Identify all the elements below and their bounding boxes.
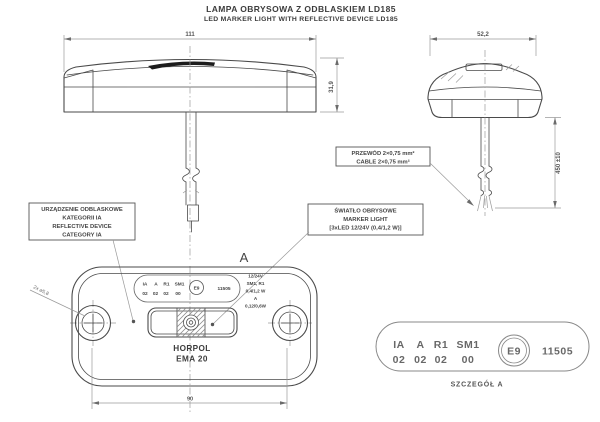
- marking-02a: 02: [142, 292, 148, 297]
- detail-r1: R1: [433, 339, 449, 351]
- hole-cross-right: [281, 314, 299, 332]
- dim-arrow: [553, 118, 557, 125]
- marking-ia: IA: [142, 282, 148, 288]
- detail-caption: SZCZEGÓŁ A: [450, 381, 504, 389]
- marking-a: A: [154, 282, 158, 288]
- hole-note: 2x ⌀5,8: [32, 284, 50, 298]
- detail-approval-number: 11505: [541, 345, 574, 358]
- dim-arrow: [335, 58, 339, 65]
- dim-arrow: [553, 201, 557, 208]
- cable-front: [186, 112, 196, 168]
- dim-arrow: [309, 37, 316, 41]
- detail-sm1: SM1: [456, 339, 480, 351]
- detail-a-col: A: [416, 339, 425, 351]
- led-lens-ring: [184, 315, 199, 330]
- marking-00: 00: [175, 292, 181, 297]
- detail-ia: IA: [393, 339, 405, 351]
- detail-a: [376, 322, 589, 389]
- dim-hole-spacing: 90: [186, 396, 194, 403]
- reflective-pl1: URZĄDZENIE ODBLASKOWE: [41, 207, 123, 213]
- dim-arrow: [280, 401, 287, 405]
- dim-arrow: [64, 37, 71, 41]
- marker-pl: ŚWIATŁO OBRYSOWE: [334, 208, 397, 215]
- rating-a: A: [253, 296, 258, 301]
- title-block: [204, 4, 398, 23]
- title-line-pl: LAMPA OBRYSOWA Z ODBLASKIEM LD185: [206, 4, 396, 14]
- reflective-en1: REFLECTIVE DEVICE: [52, 224, 112, 230]
- dim-front-width: 111: [185, 32, 195, 38]
- detail-02b: 02: [414, 354, 427, 366]
- e-mark: E9: [193, 286, 200, 292]
- cable-front-lower: [186, 182, 196, 205]
- marker-en: MARKER LIGHT: [343, 217, 388, 223]
- title-line-en: LED MARKER LIGHT WITH REFLECTIVE DEVICE LD185: [203, 16, 399, 23]
- detail-00: 00: [461, 354, 475, 366]
- rating-class: SM1, R1: [246, 281, 265, 286]
- detail-02c: 02: [434, 354, 448, 366]
- leader-dot: [211, 323, 214, 326]
- hole-note-leader: [30, 290, 85, 316]
- cable-crimp-marks: [183, 190, 199, 193]
- hole-cross-left: [84, 314, 102, 332]
- marking-r1: R1: [163, 282, 170, 288]
- approval-number: 11505: [217, 287, 231, 292]
- dim-cable-length: 450 ±10: [556, 152, 562, 174]
- rating-power2: 0,12/0,6W: [245, 303, 266, 309]
- leader-dot: [132, 320, 135, 323]
- cable-sleeve: [188, 205, 199, 221]
- dim-arrow: [529, 37, 536, 41]
- dim-arrow: [92, 401, 99, 405]
- marker-spec: [3xLED 12/24V (0,4/1,2 W)]: [329, 225, 402, 232]
- model-name: EMA 20: [176, 354, 208, 364]
- reflective-callout: [29, 203, 135, 323]
- detail-reference-label: A: [239, 250, 249, 265]
- dim-front-height: 31,9: [329, 81, 335, 93]
- rating-power: 0,4/1,2 W: [245, 288, 266, 294]
- dark-lens-patch: [148, 62, 215, 70]
- cable-callout-en: CABLE 2×0,75 mm²: [356, 159, 410, 166]
- dim-arrow: [430, 37, 437, 41]
- cable-break-symbol: [183, 168, 200, 182]
- detail-02a: 02: [392, 354, 406, 366]
- reflective-leader: [113, 240, 133, 321]
- reflective-pl2: KATEGORII IA: [62, 215, 102, 222]
- face-centerlines: [70, 266, 312, 412]
- face-view: [30, 250, 317, 412]
- reflective-en2: CATEGORY IA: [62, 232, 102, 239]
- dim-extension-lines: [430, 35, 536, 56]
- cable-break-symbol-2: [481, 190, 492, 196]
- marking-02b: 02: [152, 292, 159, 297]
- dim-side-width: 52,2: [477, 32, 489, 38]
- detail-e-mark: E9: [507, 345, 521, 358]
- brand-name: HORPOL: [173, 344, 211, 353]
- rating-voltage: 12/24V: [248, 273, 263, 279]
- marking-02c: 02: [163, 292, 169, 297]
- side-view: [336, 32, 562, 216]
- marking-sm1: SM1: [174, 282, 185, 288]
- dim-arrow: [335, 105, 339, 112]
- dim-extension-lines: [495, 118, 561, 209]
- cable-callout-leader: [430, 163, 472, 204]
- cable-callout-pl: PRZEWÓD 2×0,75 mm²: [351, 151, 415, 157]
